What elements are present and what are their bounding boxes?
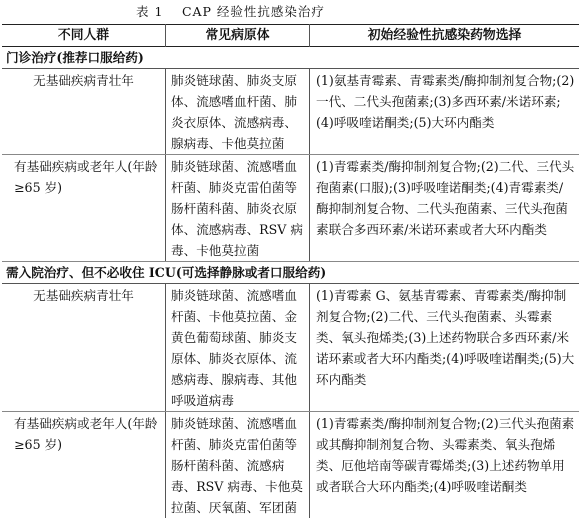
pathogens-cell: 肺炎链球菌、流感嗜血杆菌、肺炎克雷伯菌等肠杆菌科菌、流感病毒、RSV 病毒、卡他莫拉菌、厌氧菌、军团菌 xyxy=(166,412,310,518)
cap-treatment-table xyxy=(2,24,579,518)
population-cell: 有基础疾病或老年人(年龄≥65 岁) xyxy=(2,155,166,262)
drugs-cell: (1)氨基青霉素、青霉素类/酶抑制剂复合物;(2)一代、二代头孢菌素;(3)多西环素/米诺环素;(4)呼吸喹诺酮类;(5)大环内酯类 xyxy=(310,69,580,155)
section-row-inpatient xyxy=(2,262,579,284)
table-caption: 表 1 CAP 经验性抗感染治疗 xyxy=(0,0,581,24)
population-cell: 无基础疾病青壮年 xyxy=(2,284,166,412)
section-row-outpatient xyxy=(2,47,579,69)
section-title: 需入院治疗、但不必收住 ICU(可选择静脉或者口服给药) xyxy=(2,262,579,284)
table-row xyxy=(2,412,579,518)
header-drugs: 初始经验性抗感染药物选择 xyxy=(310,25,580,47)
section-title: 门诊治疗(推荐口服给药) xyxy=(2,47,579,69)
header-pathogens: 常见病原体 xyxy=(166,25,310,47)
pathogens-cell: 肺炎链球菌、流感嗜血杆菌、肺炎克雷伯菌等肠杆菌科菌、肺炎衣原体、流感病毒、RSV 病毒、卡他莫拉菌 xyxy=(166,155,310,262)
table-row xyxy=(2,155,579,262)
population-cell: 无基础疾病青壮年 xyxy=(2,69,166,155)
pathogens-cell: 肺炎链球菌、流感嗜血杆菌、卡他莫拉菌、金黄色葡萄球菌、肺炎支原体、肺炎衣原体、流感病毒、腺病毒、其他呼吸道病毒 xyxy=(166,284,310,412)
drugs-cell: (1)青霉素类/酶抑制剂复合物;(2)三代头孢菌素或其酶抑制剂复合物、头霉素类、氧头孢烯类、厄他培南等碳青霉烯类;(3)上述药物单用或者联合大环内酯类;(4)呼吸喹诺酮类 xyxy=(310,412,580,518)
table-row xyxy=(2,284,579,412)
population-cell: 有基础疾病或老年人(年龄≥65 岁) xyxy=(2,412,166,518)
pathogens-cell: 肺炎链球菌、肺炎支原体、流感嗜血杆菌、肺炎衣原体、流感病毒、腺病毒、卡他莫拉菌 xyxy=(166,69,310,155)
header-population: 不同人群 xyxy=(2,25,166,47)
drugs-cell: (1)青霉素类/酶抑制剂复合物;(2)二代、三代头孢菌素(口服);(3)呼吸喹诺酮类;(4)青霉素类/酶抑制剂复合物、二代头孢菌素、三代头孢菌素联合多西环素/米诺环素或者大环内酯类 xyxy=(310,155,580,262)
drugs-cell: (1)青霉素 G、氨基青霉素、青霉素类/酶抑制剂复合物;(2)二代、三代头孢菌素、头霉素类、氧头孢烯类;(3)上述药物联合多西环素/米诺环素或者大环内酯类;(4)呼吸喹诺酮类;(5)大环内酯类 xyxy=(310,284,580,412)
table-row xyxy=(2,69,579,155)
table-header-row xyxy=(2,25,579,47)
